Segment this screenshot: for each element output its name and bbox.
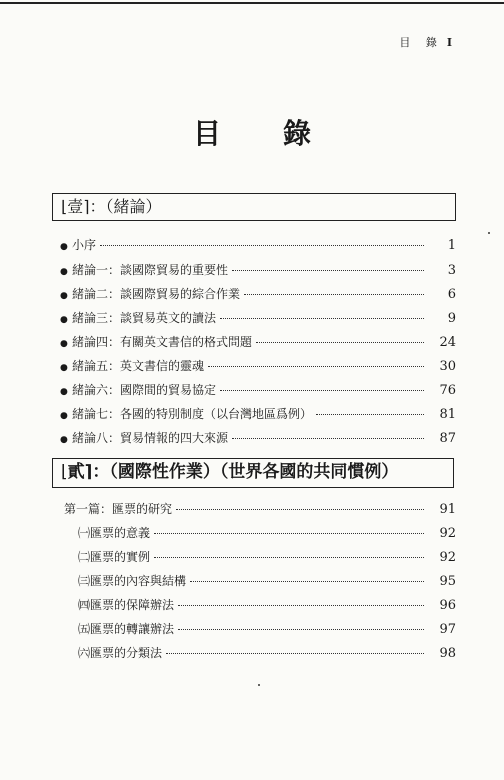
- page-title: 目錄: [192, 117, 373, 150]
- dot-leader: [220, 318, 424, 319]
- toc-entry-text: 緒論五：英文書信的靈魂: [72, 359, 205, 373]
- toc-entry-page: 96: [439, 598, 456, 613]
- toc-entry-text: 緒論六：國際間的貿易協定: [72, 383, 217, 397]
- bullet-icon: ●: [60, 387, 68, 397]
- toc-chapter-text: 第一篇：匯票的研究: [64, 502, 173, 516]
- toc-entry[interactable]: [60, 285, 456, 302]
- toc-subentry[interactable]: [78, 620, 456, 637]
- toc-entry-page: 95: [439, 574, 456, 589]
- toc-subentry[interactable]: [78, 596, 456, 613]
- toc-entry-page: 92: [439, 526, 456, 541]
- part1-open-bracket: ⌊: [61, 197, 68, 216]
- part1-title: ⌉：（緒論）: [83, 197, 162, 216]
- toc-subentry[interactable]: [78, 644, 456, 661]
- dot-leader: [166, 653, 424, 654]
- print-speck: [488, 232, 490, 234]
- bullet-icon: ●: [60, 435, 68, 445]
- bullet-icon: ●: [60, 363, 68, 373]
- dot-leader: [190, 581, 424, 582]
- bullet-icon: ●: [60, 411, 68, 421]
- toc-entry[interactable]: [60, 429, 456, 446]
- dot-leader: [178, 605, 424, 606]
- running-head-page-number: I: [446, 36, 452, 49]
- toc-subentry[interactable]: [78, 524, 456, 541]
- part2-title: ⌉：（國際性作業）（世界各國的共同慣例）: [84, 462, 399, 482]
- dot-leader: [208, 366, 424, 367]
- toc-entry[interactable]: [60, 333, 456, 350]
- toc-entry-page: 6: [447, 287, 456, 302]
- toc-entry-text: 緒論四：有關英文書信的格式問題: [72, 335, 253, 349]
- toc-entry-text: 緒論一：談國際貿易的重要性: [72, 263, 229, 277]
- toc-entry-page: 91: [439, 502, 456, 517]
- bullet-icon: ●: [60, 242, 68, 252]
- toc-entry-page: 81: [439, 407, 456, 422]
- part2-open-bracket: ⌊: [61, 462, 68, 482]
- toc-entry-text: ㈥匯票的分類法: [78, 646, 163, 660]
- toc-entry-page: 87: [439, 431, 456, 446]
- toc-entry-page: 30: [439, 359, 456, 374]
- running-head-title: 目 錄: [399, 36, 443, 49]
- toc-entry[interactable]: [60, 381, 456, 398]
- toc-entry[interactable]: [60, 357, 456, 374]
- toc-entry[interactable]: [60, 236, 456, 253]
- toc-entry-text: ㈤匯票的轉讓辦法: [78, 622, 175, 636]
- toc-entry[interactable]: [60, 405, 456, 422]
- toc-entry-page: 97: [439, 622, 456, 637]
- dot-leader: [100, 245, 424, 246]
- bullet-icon: ●: [60, 339, 68, 349]
- bullet-icon: ●: [60, 267, 68, 277]
- toc-entry-text: ㈠匯票的意義: [78, 526, 151, 540]
- toc-subentry[interactable]: [78, 572, 456, 589]
- part2-label: 貳: [67, 462, 85, 482]
- toc-entry-page: 24: [439, 335, 456, 350]
- part1-label: 壹: [67, 197, 84, 216]
- toc-entry-page: 3: [447, 263, 456, 278]
- toc-entry[interactable]: [60, 309, 456, 326]
- toc-subentry[interactable]: [78, 548, 456, 565]
- toc-entry-text: ㈡匯票的實例: [78, 550, 151, 564]
- toc-entry-page: 1: [447, 238, 456, 253]
- toc-entry-text: ㈢匯票的內容與結構: [78, 574, 187, 588]
- dot-leader: [154, 533, 424, 534]
- toc-entry-page: 98: [439, 646, 456, 661]
- dot-leader: [178, 629, 424, 630]
- bullet-icon: ●: [60, 291, 68, 301]
- toc-entry-text: 緒論三：談貿易英文的讀法: [72, 311, 217, 325]
- dot-leader: [256, 342, 424, 343]
- dot-leader: [220, 390, 424, 391]
- toc-entry-page: 92: [439, 550, 456, 565]
- top-rule: [0, 2, 504, 4]
- dot-leader: [176, 509, 424, 510]
- dot-leader: [232, 270, 424, 271]
- print-speck: [258, 684, 260, 686]
- dot-leader: [244, 294, 424, 295]
- toc-entry[interactable]: [60, 261, 456, 278]
- toc-entry-text: ㈣匯票的保障辦法: [78, 598, 175, 612]
- toc-entry-text: 小序: [72, 238, 97, 252]
- toc-chapter-entry[interactable]: [64, 500, 456, 517]
- running-head: [399, 34, 452, 50]
- toc-entry-text: 緒論二：談國際貿易的綜合作業: [72, 287, 241, 301]
- part2-header: [52, 458, 454, 488]
- toc-entry-page: 76: [439, 383, 456, 398]
- dot-leader: [154, 557, 424, 558]
- dot-leader: [232, 438, 424, 439]
- toc-entry-page: 9: [447, 311, 456, 326]
- toc-entry-text: 緒論八：貿易情報的四大來源: [72, 431, 229, 445]
- part1-header: [52, 193, 456, 221]
- toc-entry-text: 緒論七：各國的特別制度（以台灣地區爲例）: [72, 407, 313, 421]
- bullet-icon: ●: [60, 315, 68, 325]
- dot-leader: [316, 414, 424, 415]
